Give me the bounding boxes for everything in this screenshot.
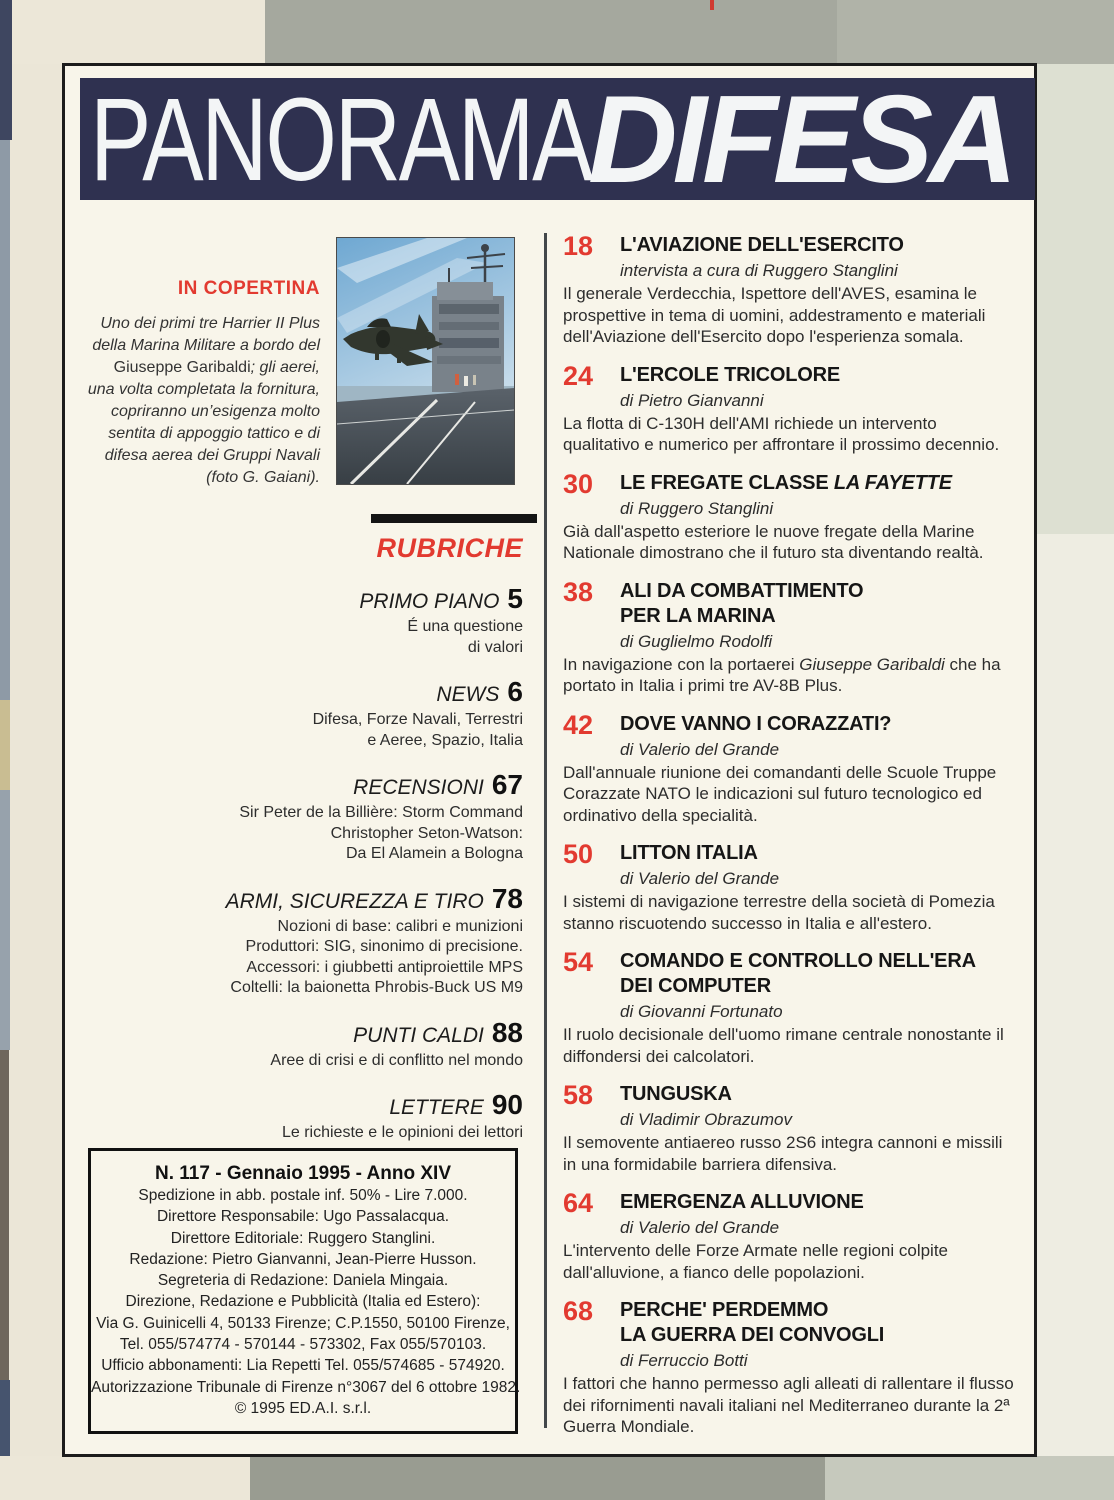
rubriche-item-lettere (155, 1089, 537, 1144)
scan-corner-top-left (0, 0, 265, 64)
colophon-line: Autorizzazione Tribunale di Firenze n°3067 del 6 ottobre 1982. (91, 1378, 521, 1396)
colophon-line: Tel. 055/574774 - 570144 - 573302, Fax 055/570103. (119, 1336, 487, 1354)
rubriche-item-primo-piano (155, 583, 537, 658)
article-title-line2: DEI COMPUTER (620, 975, 771, 997)
article-page-number: 54 (563, 947, 594, 977)
article-item (563, 576, 1015, 697)
article-byline: di Valerio del Grande (620, 869, 780, 888)
article-page-number: 30 (563, 468, 594, 499)
article-page-number: 64 (563, 1188, 594, 1218)
article-page-number: 38 (563, 576, 594, 607)
rubriche-item-line: Le richieste e le opinioni dei lettori (281, 1124, 523, 1141)
scan-edge-artifact (0, 140, 10, 700)
masthead-panorama: PANORAMA (90, 78, 592, 200)
rubriche-item-page: 78 (491, 882, 523, 914)
article-desc: Il semovente antiaereo russo 2S6 integra cannoni e missili in una formidabile barriera difensiva. (563, 1133, 1003, 1174)
rubriche-item-line: Difesa, Forze Navali, Terrestri (312, 711, 523, 728)
colophon-issue: N. 117 - Gennaio 1995 - Anno XIV (155, 1163, 451, 1184)
article-byline: di Giovanni Fortunato (620, 1002, 783, 1021)
article-title: TUNGUSKA (620, 1083, 732, 1105)
rubriche-item-punti-caldi (155, 1017, 537, 1072)
scan-band-top (265, 0, 837, 64)
colophon-line: Spedizione in abb. postale inf. 50% - Lire 7.000. (138, 1187, 468, 1204)
rubriche-item-line: Da El Alamein a Bologna (346, 845, 523, 862)
article-title: EMERGENZA ALLUVIONE (620, 1191, 864, 1213)
article-title-line2: LA GUERRA DEI CONVOGLI (620, 1324, 885, 1346)
rubriche-item-line: di valori (467, 638, 523, 656)
rubriche-item-page: 90 (491, 1089, 523, 1120)
article-desc: I fattori che hanno permesso agli alleati di rallentare il flusso dei rifornimenti navali italiani nel Mediterraneo durante la 2ª Guerra Mondiale. (563, 1374, 1014, 1436)
rubriche-rule (371, 514, 537, 523)
article-desc: In navigazione con la portaerei Giuseppe Garibaldi che ha portato in Italia i primi tre AV-8B Plus. (563, 654, 1001, 695)
scan-red-tick (710, 0, 714, 10)
scan-corner-bottom-left (0, 1456, 250, 1500)
colophon-line: © 1995 ED.A.I. s.r.l. (234, 1399, 372, 1417)
colophon-line: Ufficio abbonamenti: Lia Repetti Tel. 055/574685 - 574920. (101, 1357, 505, 1375)
article-item (563, 1298, 1015, 1438)
article-page-number: 68 (563, 1296, 594, 1326)
article-desc: Il ruolo decisionale dell'uomo rimane centrale nonostante il diffondersi dei calcolatori. (563, 1025, 1004, 1066)
colophon-line: Direttore Responsabile: Ugo Passalacqua. (156, 1208, 450, 1226)
rubriche-item-line: Coltelli: la baionetta Phrobis-Buck US M9 (230, 979, 523, 996)
rubriche-item-page: 6 (507, 676, 523, 707)
rubriche-item-line: Sir Peter de la Billière: Storm Command (239, 804, 523, 821)
article-title: COMANDO E CONTROLLO NELL'ERA (620, 950, 976, 972)
articles-list (563, 233, 1015, 1453)
cover-photo (336, 237, 515, 485)
scan-band-bottom-right (825, 1456, 1114, 1500)
article-title: DOVE VANNO I CORAZZATI? (620, 712, 892, 735)
article-title: L'AVIAZIONE DELL'ESERCITO (620, 234, 904, 256)
article-title-line2: PER LA MARINA (620, 604, 776, 627)
rubriche-item-title: PUNTI CALDI (353, 1023, 484, 1047)
article-title: PERCHE' PERDEMMO (620, 1299, 829, 1321)
rubriche-item-title: RECENSIONI (353, 776, 484, 799)
rubriche-item-line: É una questione (407, 618, 523, 635)
masthead-difesa: DIFESA (588, 78, 1013, 200)
colophon-line: Direzione, Redazione e Pubblicità (Italia ed Estero): (125, 1293, 481, 1311)
article-desc: Già dall'aspetto esteriore le nuove fregate della Marine Nationale dimostrano che il futuro sta diventando realtà. (563, 521, 984, 562)
rubriche-item-title: LETTERE (389, 1096, 484, 1119)
cover-heading: IN COPERTINA (177, 278, 320, 299)
article-page-number: 58 (563, 1080, 594, 1110)
colophon-line: Segreteria di Redazione: Daniela Mingaia. (157, 1272, 449, 1290)
article-page-number: 24 (563, 360, 594, 391)
article-desc: I sistemi di navigazione terrestre della società di Pomezia stanno riscuotendo successo in Italia e all'estero. (563, 892, 995, 933)
scan-band-top-right (837, 0, 1114, 64)
rubriche-section (155, 514, 537, 1144)
article-page-number: 50 (563, 839, 594, 869)
rubriche-item-title: ARMI, SICUREZZA E TIRO (225, 889, 484, 913)
article-item (563, 233, 1015, 348)
article-title: ALI DA COMBATTIMENTO (620, 579, 864, 602)
rubriche-item-title: NEWS (436, 683, 500, 706)
article-desc: Il generale Verdecchia, Ispettore dell'AVES, esamina le prospettive in tema di uomini, addestramento e materiali dell'Aviazione dell'Esercito dopo l'esperienza somala. (563, 284, 986, 346)
scan-margin-right-lower (1037, 534, 1114, 1500)
scan-band-bottom (250, 1456, 825, 1500)
rubriche-item-line: Nozioni di base: calibri e munizioni (277, 917, 523, 935)
scan-edge-artifact (0, 1050, 9, 1380)
article-byline: di Ferruccio Botti (620, 1351, 748, 1370)
rubriche-item-line: Accessori: i giubbetti antiproiettile MPS (246, 958, 523, 976)
article-byline: di Vladimir Obrazumov (620, 1110, 792, 1129)
rubriche-item-page: 67 (491, 769, 523, 800)
article-item (563, 949, 1015, 1067)
article-byline: di Pietro Gianvanni (620, 390, 764, 410)
cover-section (85, 278, 320, 489)
colophon-box (88, 1148, 521, 1434)
rubriche-item-line: e Aeree, Spazio, Italia (367, 731, 523, 749)
article-desc: La flotta di C-130H dell'AMI richiede un intervento qualitativo e numerico per affrontare il prossimo decennio. (563, 413, 1000, 454)
article-title: L'ERCOLE TRICOLORE (620, 363, 841, 386)
cover-caption-text: Uno dei primi tre Harrier II Plus della Marina Militare a bordo del (92, 315, 320, 354)
rubriche-item-title: PRIMO PIANO (359, 590, 500, 613)
scan-edge-artifact (0, 700, 10, 790)
article-desc: L'intervento delle Forze Armate nelle regioni colpite dall'alluvione, a fianco delle popolazioni. (563, 1241, 949, 1282)
article-item (563, 360, 1015, 456)
article-item (563, 709, 1015, 827)
rubriche-heading: RUBRICHE (376, 533, 523, 563)
article-title: LITTON ITALIA (620, 842, 758, 864)
colophon-line: Redazione: Pietro Gianvanni, Jean-Pierre Husson. (129, 1250, 477, 1268)
rubriche-item-page: 5 (507, 583, 523, 614)
scan-edge-artifact (0, 0, 12, 140)
rubriche-item-line: Aree di crisi e di conflitto nel mondo (270, 1051, 523, 1069)
article-item (563, 468, 1015, 564)
masthead-bar (80, 78, 1035, 200)
article-byline: di Valerio del Grande (620, 1218, 780, 1237)
column-divider (544, 233, 547, 1428)
cover-caption (85, 313, 320, 489)
article-item (563, 841, 1015, 934)
article-item (563, 1190, 1015, 1283)
rubriche-item-page: 88 (491, 1016, 523, 1048)
rubriche-item-news (155, 676, 537, 751)
cover-ship-name: Giuseppe Garibaldi (113, 359, 251, 376)
article-byline: di Guglielmo Rodolfi (620, 631, 773, 651)
article-byline: intervista a cura di Ruggero Stanglini (620, 261, 898, 280)
article-title: LE FREGATE CLASSE LA FAYETTE (620, 471, 952, 494)
scan-margin-right-upper (1037, 64, 1114, 534)
rubriche-item-line: Christopher Seton-Watson: (330, 824, 523, 842)
rubriche-item-armi (155, 883, 537, 999)
colophon-line: Direttore Editoriale: Ruggero Stanglini. (170, 1229, 436, 1247)
colophon-line: Via G. Guinicelli 4, 50133 Firenze; C.P.1550, 50100 Firenze, (96, 1314, 510, 1332)
article-page-number: 18 (563, 231, 594, 261)
article-item (563, 1082, 1015, 1175)
article-byline: di Valerio del Grande (620, 739, 780, 759)
cover-caption-text: ; gli aerei, una volta completata la fornitura, copriranno un’esigenza molto sentita di appoggio tattico e di difesa aerea dei Gruppi Navali (foto G. Gaiani). (87, 359, 320, 486)
article-byline: di Ruggero Stanglini (620, 498, 774, 518)
scan-edge-artifact (0, 790, 10, 1050)
article-page-number: 42 (563, 709, 594, 740)
rubriche-item-recensioni (155, 769, 537, 865)
rubriche-item-line: Produttori: SIG, sinonimo di precisione. (245, 938, 523, 955)
article-desc: Dall'annuale riunione dei comandanti delle Scuole Truppe Corazzate NATO le indicazioni sul futuro tecnologico ed ordinativo della specialità. (563, 762, 997, 825)
